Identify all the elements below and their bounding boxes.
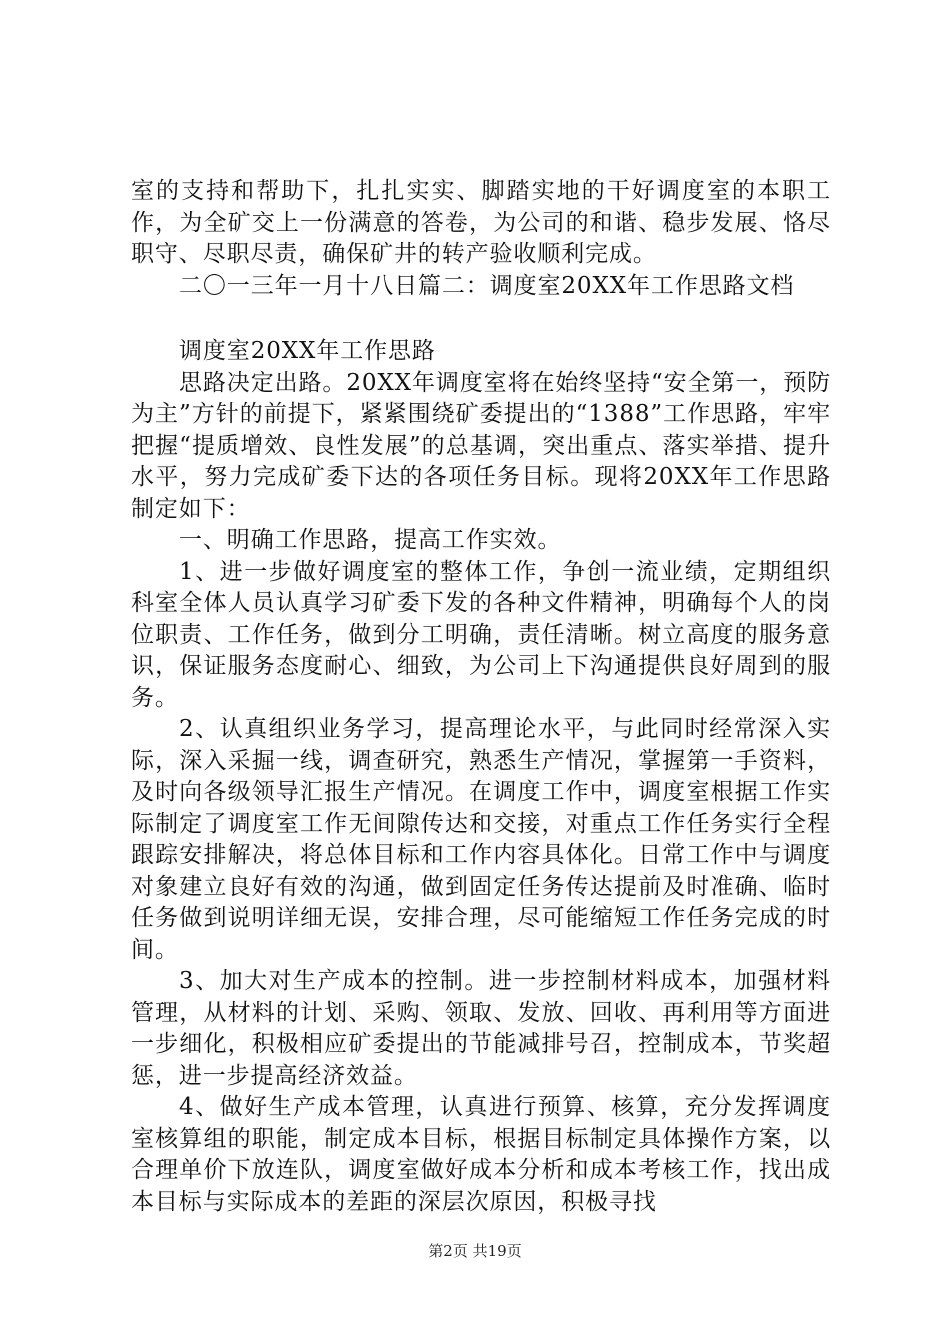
page-footer: 第2页 共19页 [428, 1242, 522, 1260]
blank-line [131, 302, 831, 336]
paragraph-item-2: 2、认真组织业务学习，提高理论水平，与此同时经常深入实际，深入采掘一线，调查研究，熟悉生产情况，掌握第一手资料，及时向各级领导汇报生产情况。在调度工作中，调度室根据工作实际制定了调度室工作无间隙传达和交接，对重点工作任务实行全程跟踪安排解决，将总体目标和工作内容具体化。日常工作中与调度对象建立良好有效的沟通，做到固定任务传达提前及时准确、临时任务做到说明详细无误，安排合理，尽可能缩短工作任务完成的时间。 [131, 716, 831, 963]
paragraph-continuation: 室的支持和帮助下，扎扎实实、脚踏实地的干好调度室的本职工作，为全矿交上一份满意的答卷，为公司的和谐、稳步发展、恪尽职守、尽职尽责，确保矿井的转产验收顺利完成。 [131, 178, 831, 267]
paragraph-item-4: 4、做好生产成本管理，认真进行预算、核算，充分发挥调度室核算组的职能，制定成本目标，根据目标制定具体操作方案，以合理单价下放连队，调度室做好成本分析和成本考核工作，找出成本目标与实际成本的差距的深层次原因，积极寻找 [131, 1094, 831, 1215]
section-title: 调度室20XX年工作思路 [179, 338, 436, 364]
paragraph-item-1: 1、进一步做好调度室的整体工作，争创一流业绩，定期组织科室全体人员认真学习矿委下发的各种文件精神，明确每个人的岗位职责、工作任务，做到分工明确，责任清晰。树立高度的服务意识，保证服务态度耐心、细致，为公司上下沟通提供良好周到的服务。 [131, 558, 831, 711]
paragraph-item-3: 3、加大对生产成本的控制。进一步控制材料成本，加强材料管理，从材料的计划、采购、领取、发放、回收、再利用等方面进一步细化，积极相应矿委提出的节能减排号召，控制成本，节奖超惩，进一步提高经济效益。 [131, 968, 831, 1089]
paragraph-intro: 思路决定出路。20XX年调度室将在始终坚持“安全第一，预防为主”方针的前提下，紧紧围绕矿委提出的“1388”工作思路，牢牢把握“提质增效、良性发展”的总基调，突出重点、落实举措、提升水平，努力完成矿委下达的各项任务目标。现将20XX年工作思路制定如下： [131, 369, 831, 522]
paragraph-date-heading: 二〇一三年一月十八日篇二：调度室20XX年工作思路文档 [179, 272, 795, 299]
document-body [131, 176, 831, 1218]
heading-section-1: 一、明确工作思路，提高工作实效。 [179, 527, 562, 553]
